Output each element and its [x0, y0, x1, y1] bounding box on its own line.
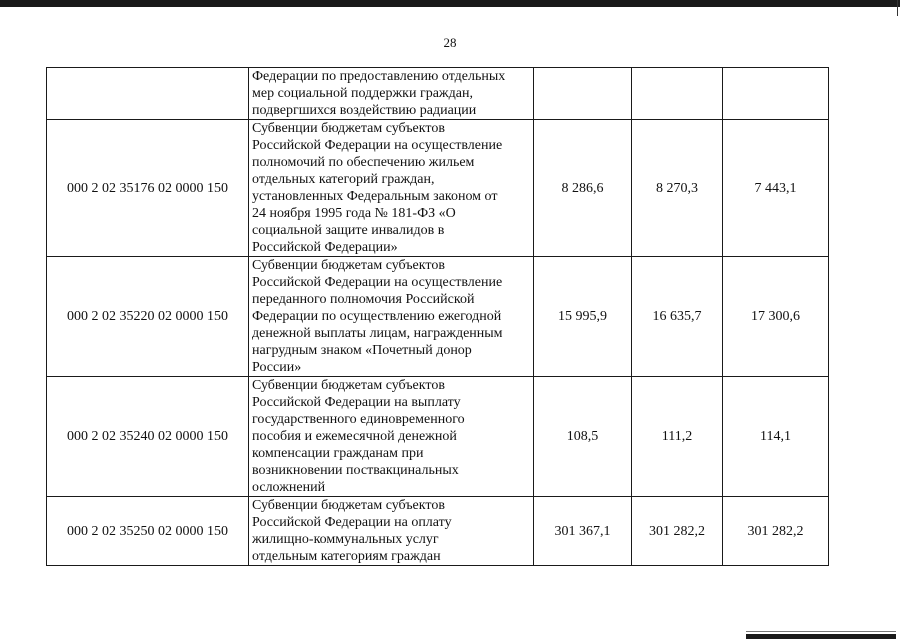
budget-code-cell	[47, 68, 249, 120]
description-line: Федерации по предоставлению отдельных	[252, 69, 506, 84]
top-border	[0, 0, 900, 7]
description-line: мер социальной поддержки граждан,	[252, 86, 473, 101]
description-line: Российской Федерации на осуществление	[252, 138, 503, 153]
description-line: Федерации по осуществлению ежегодной	[252, 309, 502, 324]
description-line: Российской Федерации на оплату	[252, 515, 452, 530]
description-line: социальной защите инвалидов в	[252, 223, 445, 238]
table-row	[47, 68, 829, 120]
description-line: отдельных категорий граждан,	[252, 172, 435, 187]
description-line: Российской Федерации»	[252, 240, 398, 255]
table-row	[47, 120, 829, 257]
description-line: Российской Федерации на выплату	[252, 395, 461, 410]
description-line: пособия и ежемесячной денежной	[252, 429, 457, 444]
description-cell	[249, 68, 534, 120]
page-number: 28	[443, 35, 457, 50]
amount-cell-year-1: 108,5	[534, 377, 632, 497]
description-line: денежной выплаты лицам, награжденным	[252, 326, 503, 341]
amount-cell-year-2: 111,2	[632, 377, 723, 497]
bottom-edge-mark	[746, 634, 896, 639]
description-line: Субвенции бюджетам субъектов	[252, 258, 445, 273]
description-cell	[249, 377, 534, 497]
amount-cell-year-1: 15 995,9	[534, 257, 632, 377]
description-line: Субвенции бюджетам субъектов	[252, 498, 445, 513]
description-line: Субвенции бюджетам субъектов	[252, 121, 445, 136]
description-cell	[249, 497, 534, 566]
description-line: отдельным категориям граждан	[252, 549, 441, 564]
description-line: переданного полномочия Российской	[252, 292, 475, 307]
amount-cell-year-1: 8 286,6	[534, 120, 632, 257]
table-row	[47, 377, 829, 497]
budget-table-body	[47, 68, 829, 566]
description-cell	[249, 120, 534, 257]
description-line: России»	[252, 360, 302, 375]
amount-cell-year-3: 17 300,6	[723, 257, 829, 377]
table-row	[47, 497, 829, 566]
table-row	[47, 257, 829, 377]
amount-cell-year-3	[723, 68, 829, 120]
page-edge	[897, 0, 898, 16]
amount-cell-year-1: 301 367,1	[534, 497, 632, 566]
bottom-edge-line	[746, 631, 896, 632]
budget-code-cell: 000 2 02 35176 02 0000 150	[47, 120, 249, 257]
description-line: осложнений	[252, 480, 326, 495]
budget-code-cell: 000 2 02 35240 02 0000 150	[47, 377, 249, 497]
description-line: государственного единовременного	[252, 412, 465, 427]
amount-cell-year-1	[534, 68, 632, 120]
budget-table	[46, 67, 829, 566]
amount-cell-year-2: 16 635,7	[632, 257, 723, 377]
amount-cell-year-2: 8 270,3	[632, 120, 723, 257]
description-cell	[249, 257, 534, 377]
description-line: Субвенции бюджетам субъектов	[252, 378, 445, 393]
description-line: нагрудным знаком «Почетный донор	[252, 343, 472, 358]
description-line: жилищно-коммунальных услуг	[252, 532, 439, 547]
amount-cell-year-2	[632, 68, 723, 120]
description-line: полномочий по обеспечению жильем	[252, 155, 475, 170]
amount-cell-year-3: 301 282,2	[723, 497, 829, 566]
description-line: подвергшихся воздействию радиации	[252, 103, 477, 118]
budget-code-cell: 000 2 02 35220 02 0000 150	[47, 257, 249, 377]
description-line: возникновении поствакцинальных	[252, 463, 459, 478]
description-line: Российской Федерации на осуществление	[252, 275, 503, 290]
budget-code-cell: 000 2 02 35250 02 0000 150	[47, 497, 249, 566]
amount-cell-year-2: 301 282,2	[632, 497, 723, 566]
description-line: 24 ноября 1995 года № 181-ФЗ «О	[252, 206, 456, 221]
description-line: компенсации гражданам при	[252, 446, 424, 461]
amount-cell-year-3: 7 443,1	[723, 120, 829, 257]
amount-cell-year-3: 114,1	[723, 377, 829, 497]
description-line: установленных Федеральным законом от	[252, 189, 498, 204]
